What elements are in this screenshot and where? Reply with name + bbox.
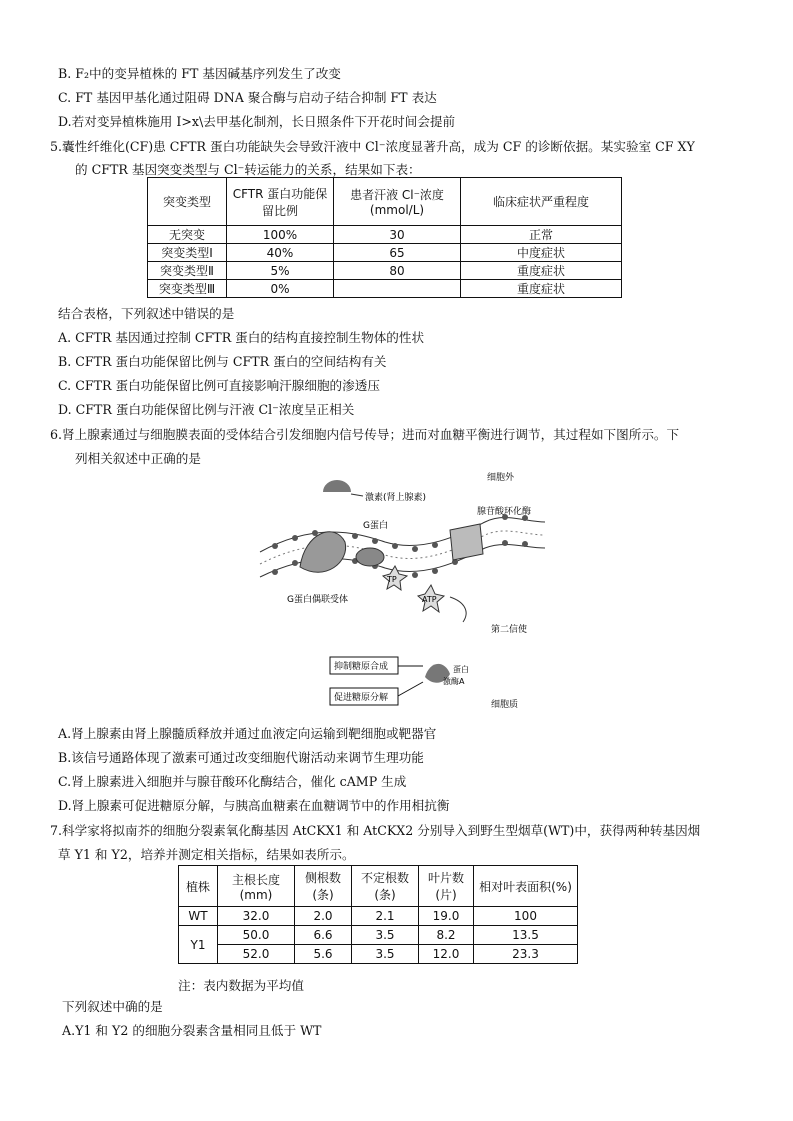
q7-cell: 3.5	[352, 926, 419, 945]
q6-stem-line1: 6.肾上腺素通过与细胞膜表面的受体结合引发细胞内信号传导；进而对血糖平衡进行调节，其过程如下图所示。下	[50, 427, 680, 442]
q5-header-severity: 临床症状严重程度	[461, 178, 622, 226]
q5-cell: 重度症状	[461, 262, 622, 280]
q7-header-plant: 植株	[179, 866, 218, 907]
q7-cell: 5.6	[295, 945, 352, 964]
q7-cell: 100	[474, 907, 578, 926]
hormone-shape	[323, 480, 351, 492]
q7-header-leaves: 叶片数(片)	[419, 866, 474, 907]
q7-cell: 2.0	[295, 907, 352, 926]
table-row	[179, 926, 578, 945]
q5-cell: 突变类型Ⅰ	[148, 244, 227, 262]
q7-cell: 19.0	[419, 907, 474, 926]
table-row	[179, 945, 578, 964]
q5-option-a: A. CFTR 基因通过控制 CFTR 蛋白的结构直接控制生物体的性状	[58, 330, 425, 345]
g-protein-shape	[356, 548, 384, 566]
q5-option-d: D. CFTR 蛋白功能保留比例与汗液 Cl⁻浓度呈正相关	[58, 402, 355, 417]
table-row	[179, 907, 578, 926]
label-hormone: 激素(肾上腺素)	[365, 493, 427, 503]
q4-option-b: B. F₂中的变异植株的 FT 基因碱基序列发生了改变	[58, 66, 341, 81]
q5-cell: 突变类型Ⅲ	[148, 280, 227, 298]
q7-table	[178, 865, 578, 964]
q7-cell: 8.2	[419, 926, 474, 945]
q5-cell: 无突变	[148, 226, 227, 244]
label-outside: 细胞外	[487, 473, 515, 483]
receptor-shape	[300, 532, 346, 572]
label-atp: ATP	[422, 595, 437, 604]
q5-table	[147, 177, 622, 298]
q5-header-type: 突变类型	[148, 178, 227, 226]
q6-option-d: D.肾上腺素可促进糖原分解，与胰高血糖素在血糖调节中的作用相抗衡	[58, 798, 450, 813]
label-tp: TP	[387, 575, 397, 584]
table-row	[148, 280, 622, 298]
q5-cell: 重度症状	[461, 280, 622, 298]
q5-option-b: B. CFTR 蛋白功能保留比例与 CFTR 蛋白的空间结构有关	[58, 354, 387, 369]
q6-stem-line2: 列相关叙述中正确的是	[75, 451, 201, 466]
q5-cell: 中度症状	[461, 244, 622, 262]
table-row	[148, 262, 622, 280]
q7-note: 注：表内数据为平均值	[178, 978, 304, 993]
label-g-protein: G蛋白	[363, 521, 388, 531]
q7-cell: 6.6	[295, 926, 352, 945]
q7-cell: 12.0	[419, 945, 474, 964]
signal-pathway-figure	[255, 462, 545, 720]
q5-header-ratio: CFTR 蛋白功能保留比例	[227, 178, 334, 226]
label-kinase-a1: 蛋白	[453, 665, 469, 674]
q5-cell: 100%	[227, 226, 334, 244]
q5-stem-line2: 的 CFTR 基因突变类型与 Cl⁻转运能力的关系，结果如下表：	[75, 162, 421, 177]
q7-stem-line2: 草 Y1 和 Y2，培养并测定相关指标，结果如表所示。	[58, 847, 355, 862]
q7-cell: 2.1	[352, 907, 419, 926]
q7-header-area: 相对叶表面积(%)	[474, 866, 578, 907]
label-kinase-a2: 激酶A	[443, 677, 465, 686]
q6-option-a: A.肾上腺素由肾上腺髓质释放并通过血液定向运输到靶细胞或靶器官	[58, 726, 437, 741]
q6-option-c: C.肾上腺素进入细胞并与腺苷酸环化酶结合，催化 cAMP 生成	[58, 774, 407, 789]
q5-cell: 突变类型Ⅱ	[148, 262, 227, 280]
q5-cell: 65	[334, 244, 461, 262]
table-row	[148, 244, 622, 262]
q5-cell: 40%	[227, 244, 334, 262]
q5-option-c: C. CFTR 蛋白功能保留比例可直接影响汗腺细胞的渗透压	[58, 378, 380, 393]
q7-cell: 52.0	[218, 945, 295, 964]
q5-stem-line1: 5.囊性纤维化(CF)患 CFTR 蛋白功能缺失会导致汗液中 Cl⁻浓度显著升高，成为 CF 的诊断依据。某实验室 CF XY	[50, 139, 695, 154]
q7-cell: Y1	[179, 926, 218, 964]
q5-header-cl: 患者汗液 Cl⁻浓度(mmol/L)	[334, 178, 461, 226]
cyclase-shape	[450, 524, 483, 560]
q7-cell: WT	[179, 907, 218, 926]
label-promote: 促进糖原分解	[334, 693, 389, 703]
q5-cell: 80	[334, 262, 461, 280]
q5-cell: 5%	[227, 262, 334, 280]
label-inhibit: 抑制糖原合成	[334, 662, 389, 672]
q5-cell: 正常	[461, 226, 622, 244]
q6-option-b: B.该信号通路体现了激素可通过改变细胞代谢活动来调节生理功能	[58, 750, 424, 765]
table-row	[148, 226, 622, 244]
q5-cell: 0%	[227, 280, 334, 298]
q7-prompt: 下列叙述中确的是	[62, 999, 163, 1014]
label-cytoplasm: 细胞质	[491, 700, 519, 710]
q7-header-adventitious: 不定根数(条)	[352, 866, 419, 907]
q5-prompt: 结合表格，下列叙述中错误的是	[58, 306, 235, 321]
q7-header-root: 主根长度(mm)	[218, 866, 295, 907]
label-second-messenger: 第二信使	[491, 625, 528, 635]
q5-cell	[334, 280, 461, 298]
q7-stem-line1: 7.科学家将拟南芥的细胞分裂素氧化酶基因 AtCKX1 和 AtCKX2 分别导入到野生型烟草(WT)中，获得两种转基因烟	[50, 823, 701, 838]
q7-cell: 32.0	[218, 907, 295, 926]
q7-cell: 13.5	[474, 926, 578, 945]
q5-cell: 30	[334, 226, 461, 244]
q4-option-d: D.若对变异植株施用 I>x\去甲基化制剂，长日照条件下开花时间会提前	[58, 114, 456, 129]
label-cyclase: 腺苷酸环化酶	[477, 507, 532, 517]
q7-header-lateral: 侧根数(条)	[295, 866, 352, 907]
label-receptor: G蛋白偶联受体	[287, 595, 348, 605]
q7-cell: 23.3	[474, 945, 578, 964]
q7-cell: 3.5	[352, 945, 419, 964]
q4-option-c: C. FT 基因甲基化通过阻碍 DNA 聚合酶与启动子结合抑制 FT 表达	[58, 90, 437, 105]
q7-cell: 50.0	[218, 926, 295, 945]
q7-option-a: A.Y1 和 Y2 的细胞分裂素含量相同且低于 WT	[62, 1023, 322, 1038]
